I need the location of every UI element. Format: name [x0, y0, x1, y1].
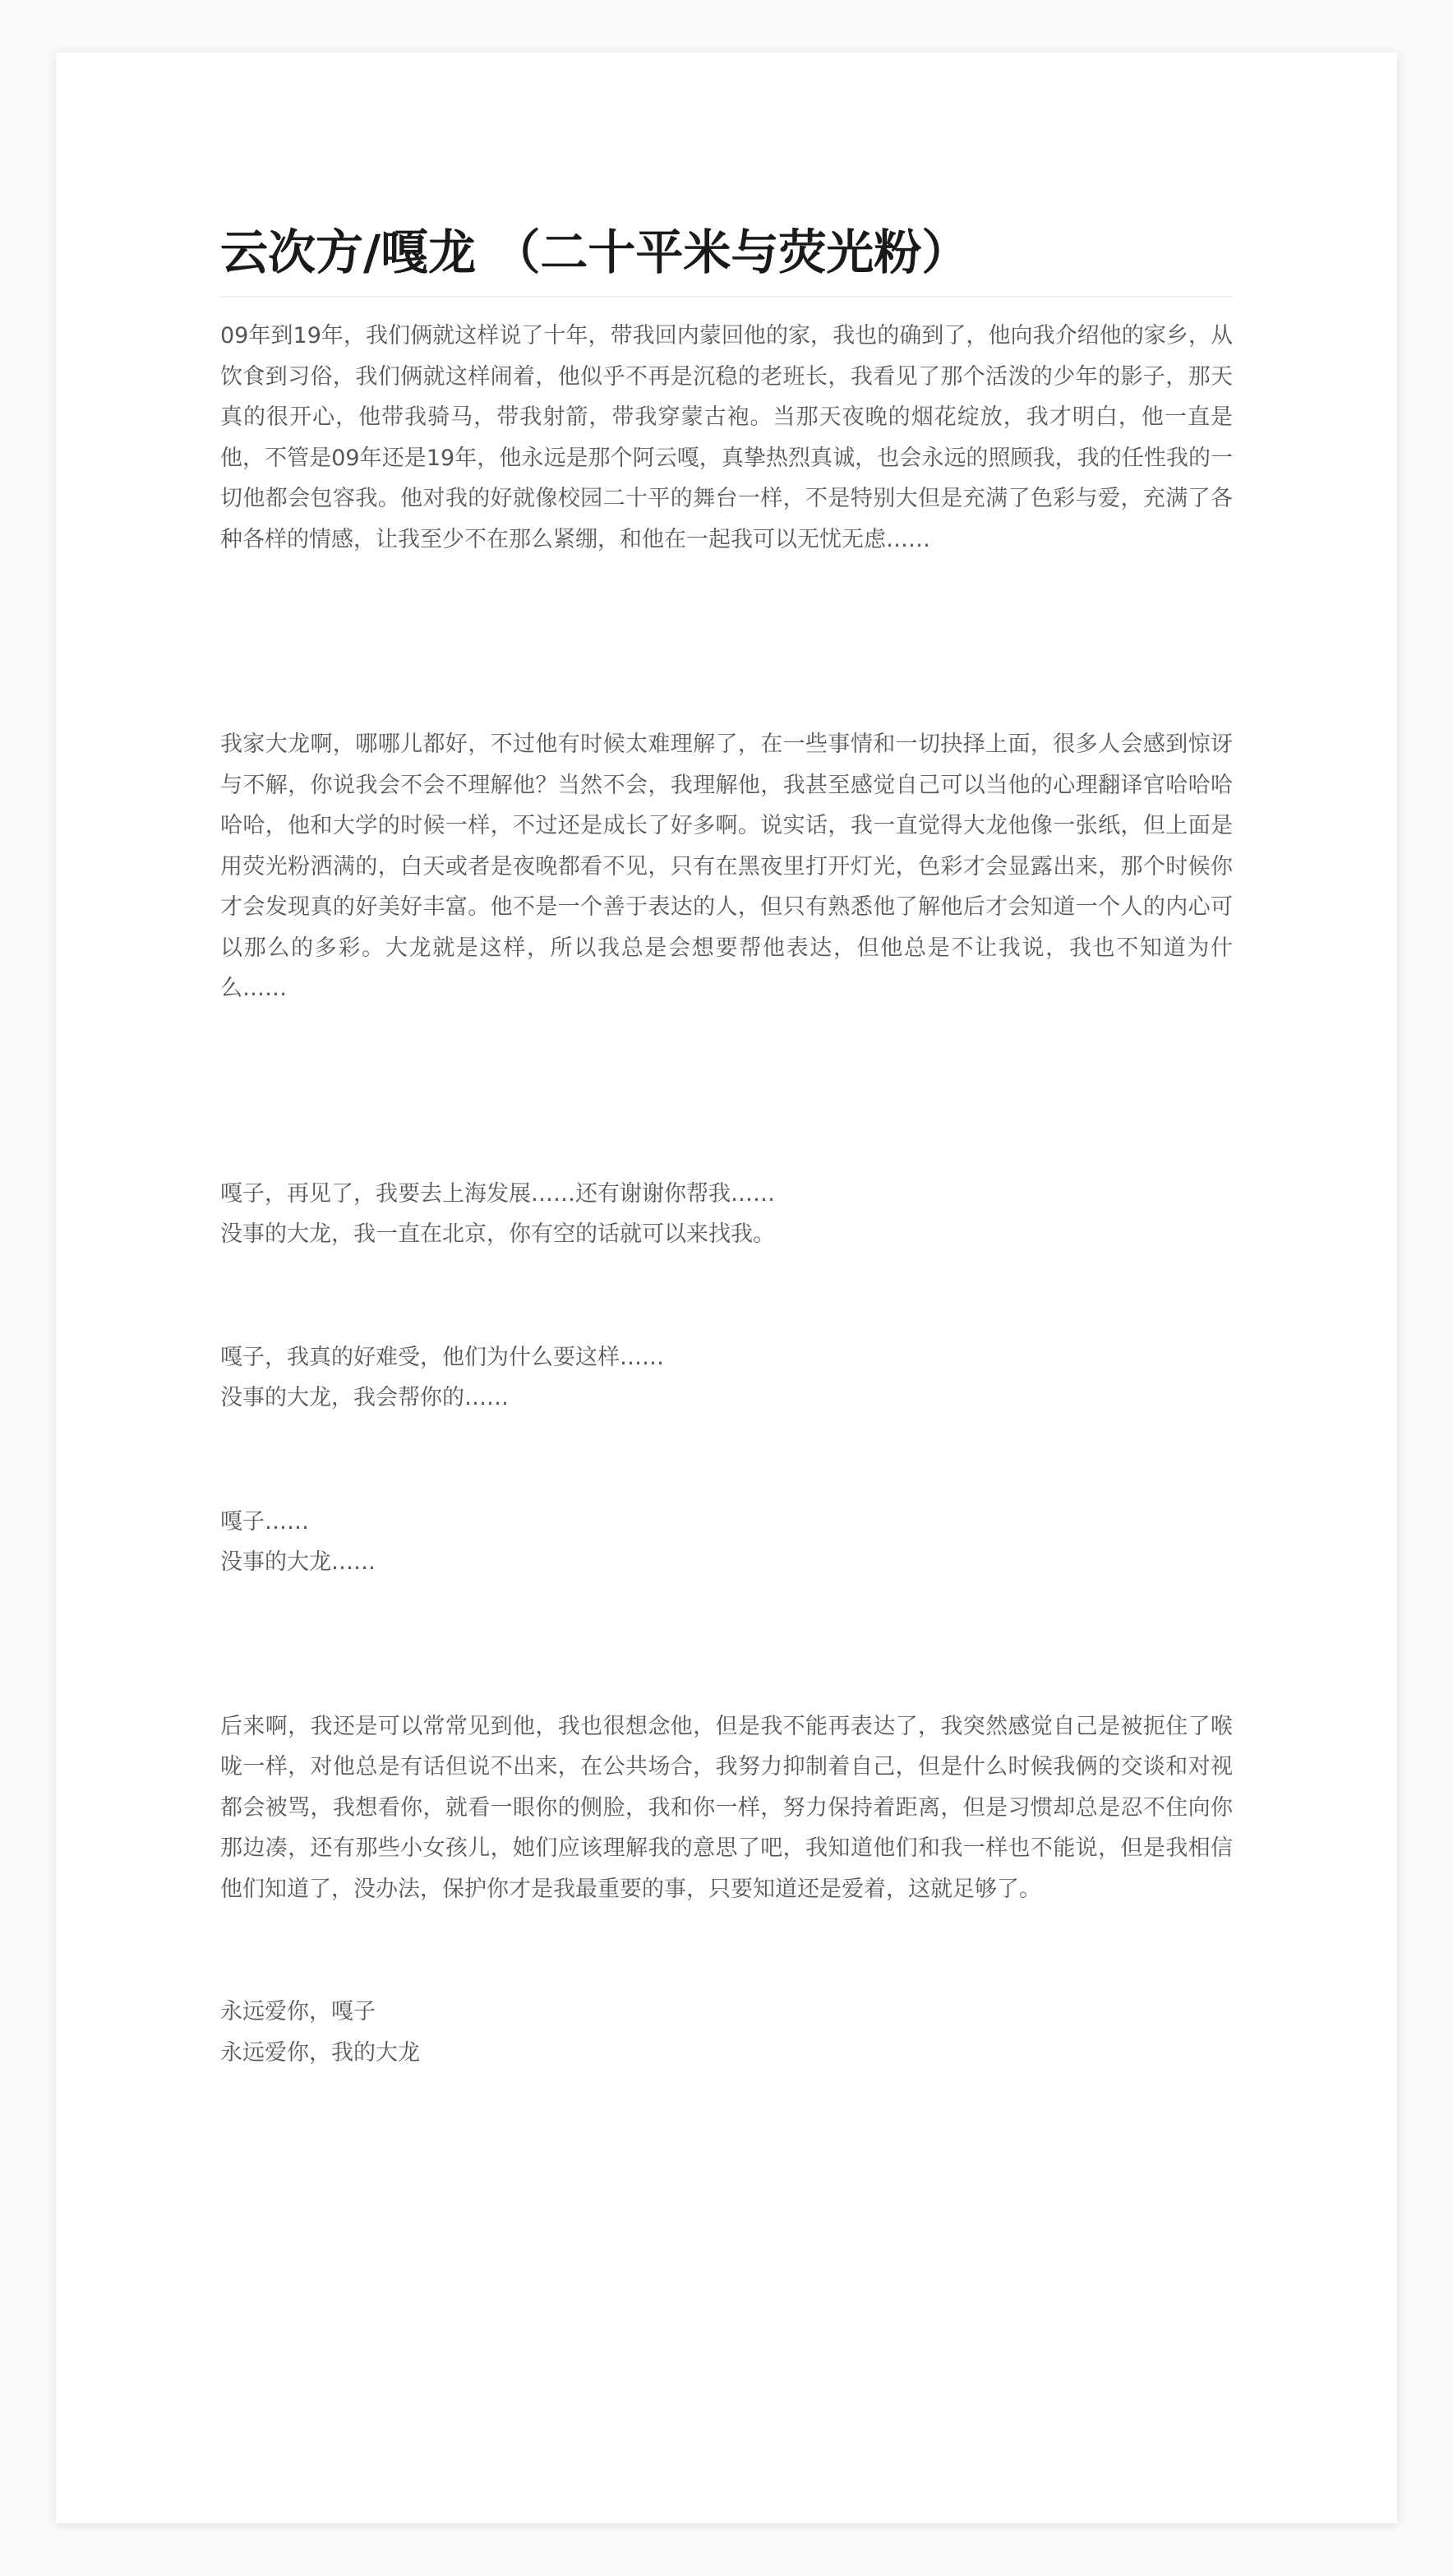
title-divider [220, 296, 1233, 298]
dialogue-line: 嘎子…… [220, 1508, 309, 1535]
dialogue-2 [220, 1337, 1233, 1419]
closing-line: 永远爱你，我的大龙 [220, 2039, 420, 2066]
dialogue-3 [220, 1502, 1233, 1583]
dialogue-line: 没事的大龙，我会帮你的…… [220, 1385, 509, 1410]
dialogue-line: 嘎子，我真的好难受，他们为什么要这样…… [220, 1344, 664, 1370]
dialogue-line: 嘎子，再见了，我要去上海发展……还有谢谢你帮我…… [220, 1180, 775, 1207]
article-content [220, 209, 1233, 2073]
paragraph-3: 后来啊，我还是可以常常见到他，我也很想念他，但是我不能再表达了，我突然感觉自己是被扼住了喉咙一样，对他总是有话但说不出来，在公共场合，我努力抑制着自己，但是什么时候我俩的交谈和对视都会被骂，我想看你，就看一眼你的侧脸，我和你一样，努力保持着距离，但是习惯却总是忍不住向你那边凑，还有那些小女孩儿，她们应该理解我的意思了吧，我知道他们和我一样也不能说，但是我相信他们知道了，没办法，保护你才是我最重要的事，只要知道还是爱着，这就足够了。 [220, 1713, 1233, 1902]
paragraph-1: 09年到19年，我们俩就这样说了十年，带我回内蒙回他的家，我也的确到了，他向我介绍他的家乡，从饮食到习俗，我们俩就这样闹着，他似乎不再是沉稳的老班长，我看见了那个活泼的少年的影子，那天真的很开心，他带我骑马，带我射箭，带我穿蒙古袍。当那天夜晚的烟花绽放，我才明白，他一直是他，不管是09年还是19年，他永远是那个阿云嘎，真挚热烈真诚，也会永远的照顾我，我的任性我的一切他都会包容我。他对我的好就像校园二十平的舞台一样，不是特别大但是充满了色彩与爱，充满了各种各样的情感，让我至少不在那么紧绷，和他在一起我可以无忧无虑…… [220, 323, 1233, 552]
document-page [56, 53, 1397, 2523]
article-title: 云次方/嘎龙 （二十平米与荧光粉） [220, 224, 970, 280]
closing-line: 永远爱你，嘎子 [220, 1999, 376, 2024]
dialogue-line: 没事的大龙…… [220, 1549, 376, 1575]
closing-lines [220, 1992, 1233, 2073]
dialogue-line: 没事的大龙，我一直在北京，你有空的话就可以来找我。 [220, 1221, 775, 1247]
dialogue-1 [220, 1174, 1233, 1255]
paragraph-2: 我家大龙啊，哪哪儿都好，不过他有时候太难理解了，在一些事情和一切抉择上面，很多人会感到惊讶与不解，你说我会不会不理解他？当然不会，我理解他，我甚至感觉自己可以当他的心理翻译官哈哈哈哈哈，他和大学的时候一样，不过还是成长了好多啊。说实话，我一直觉得大龙他像一张纸，但上面是用荧光粉洒满的，白天或者是夜晚都看不见，只有在黑夜里打开灯光，色彩才会显露出来，那个时候你才会发现真的好美好丰富。他不是一个善于表达的人，但只有熟悉他了解他后才会知道一个人的内心可以那么的多彩。大龙就是这样，所以我总是会想要帮他表达，但他总是不让我说，我也不知道为什么…… [220, 732, 1233, 1001]
